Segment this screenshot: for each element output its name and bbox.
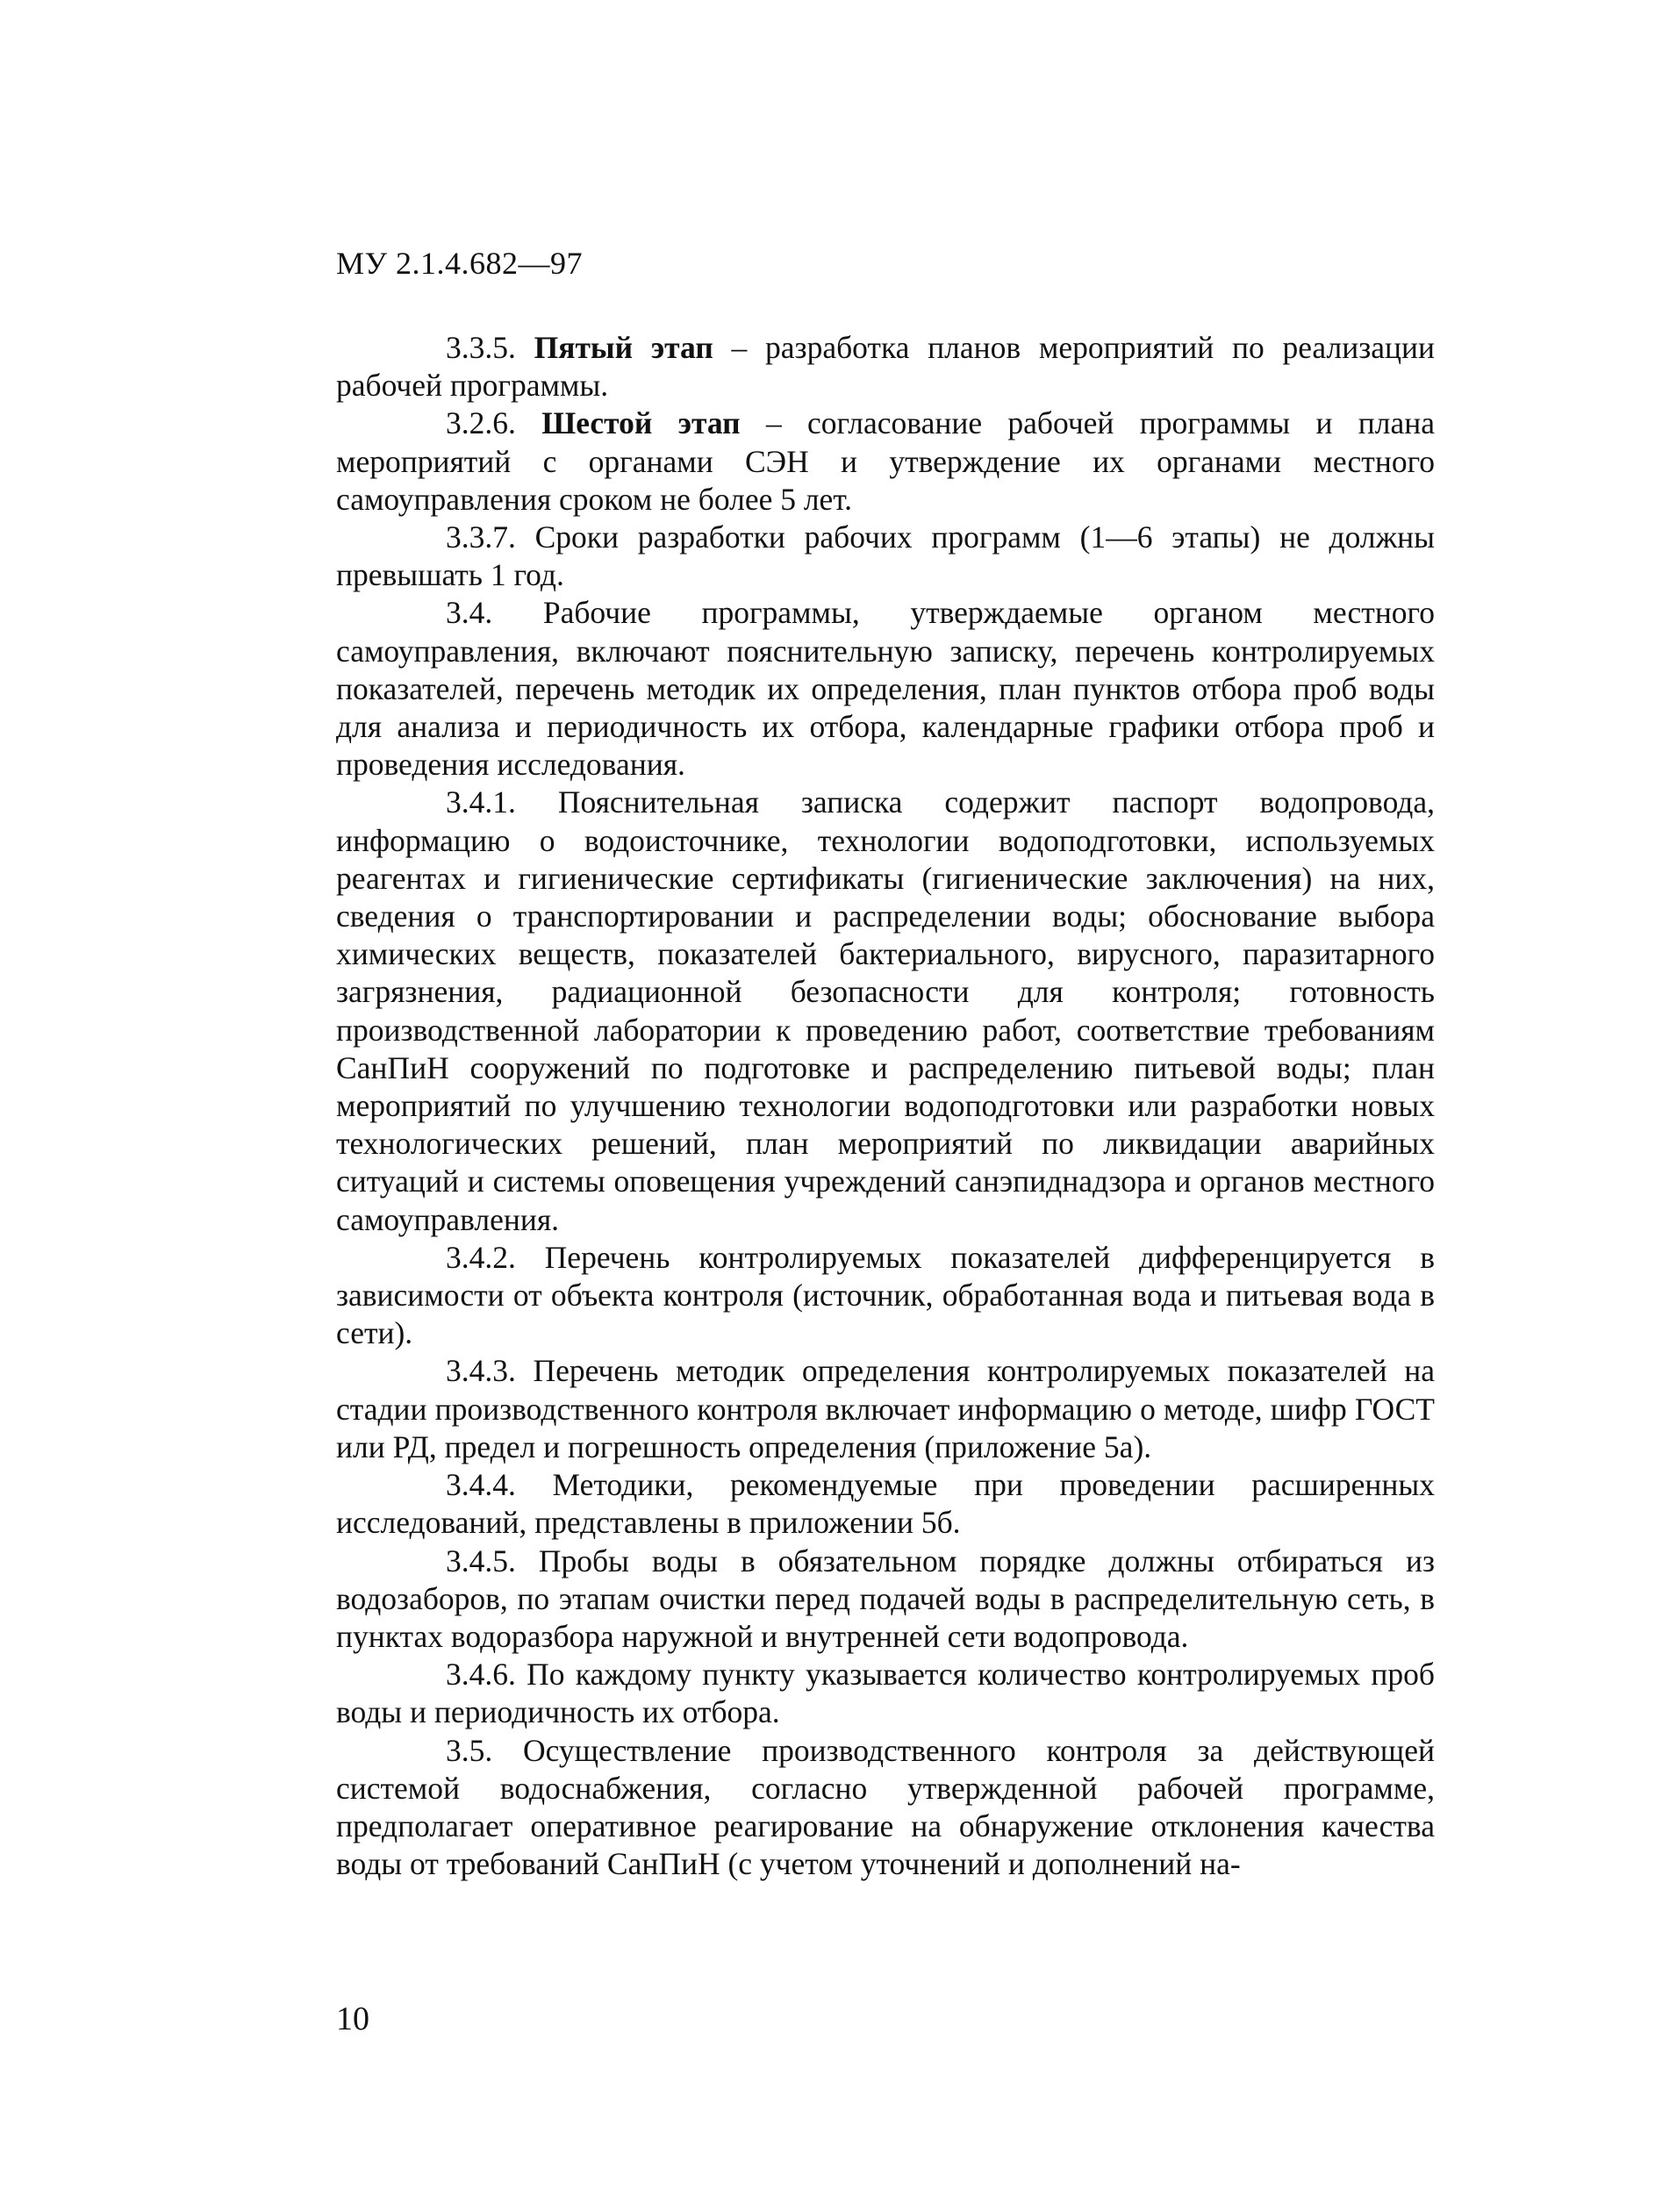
page-number: 10 xyxy=(336,2001,369,2037)
paragraph-number: 3.3.5. xyxy=(446,330,516,365)
paragraph-3-3-5 xyxy=(336,329,1435,404)
stage-title-bold: Пятый этап xyxy=(534,330,713,365)
paragraph-text: – согласование рабочей программы и плана мероприятий с органами СЭН и утверждение их органами местного самоуправления сроком не более 5 лет. xyxy=(336,405,1435,517)
paragraph-3-4-5: 3.4.5. Пробы воды в обязательном порядке должны отбираться из водозаборов, по этапам очистки перед подачей воды в распределительную сеть, в пунктах водоразбора наружной и внутренней сети водопровода. xyxy=(336,1543,1435,1654)
paragraph-3-4-1: 3.4.1. Пояснительная записка содержит паспорт водопровода, информацию о водоисточнике, технологии водоподготовки, используемых реагентах и гигиенические сертификаты (гигиенические заключения) на них, сведения о транспортировании и распределении воды; обоснование выбора химических веществ, показателей бактериального, вирусного, паразитарного загрязнения, радиационной безопасности для контроля; готовность производственной лаборатории к проведению работ, соответствие требованиям СанПиН сооружений по подготовке и распределению питьевой воды; план мероприятий по улучшению технологии водоподготовки или разработки новых технологических решений, план мероприятий по ликвидации аварийных ситуаций и системы оповещения учреждений санэпиднадзора и органов местного самоуправления. xyxy=(336,784,1435,1237)
paragraph-number: 3.2.6. xyxy=(446,405,516,441)
stage-title-bold: Шестой этап xyxy=(541,405,741,441)
paragraph-3-3-7: 3.3.7. Сроки разработки рабочих программ (1—6 этапы) не должны превышать 1 год. xyxy=(336,519,1435,593)
paragraph-3-4-6: 3.4.6. По каждому пункту указывается количество контролируемых проб воды и периодичность их отбора. xyxy=(336,1657,1435,1730)
body-text xyxy=(336,329,1435,1883)
paragraph-3-2-6 xyxy=(336,404,1435,519)
paragraph-3-4-2: 3.4.2. Перечень контролируемых показателей дифференцируется в зависимости от объекта контроля (источник, обработанная вода и питьевая вода в сети). xyxy=(336,1239,1435,1351)
paragraph-text: – разработка планов мероприятий по реализации рабочей программы. xyxy=(336,330,1435,404)
paragraph-3-4-4: 3.4.4. Методики, рекомендуемые при проведении расширенных исследований, представлены в приложении 5б. xyxy=(336,1467,1435,1541)
paragraph-3-4-3: 3.4.3. Перечень методик определения контролируемых показателей на стадии производственного контроля включает информацию о методе, шифр ГОСТ или РД, предел и погрешность определения (приложение 5а). xyxy=(336,1353,1435,1464)
paragraph-3-4: 3.4. Рабочие программы, утверждаемые органом местного самоуправления, включают пояснительную записку, перечень контролируемых показателей, перечень методик их определения, план пунктов отбора проб воды для анализа и периодичность их отбора, календарные графики отбора проб и проведения исследования. xyxy=(336,595,1435,783)
document-code-header: МУ 2.1.4.682—97 xyxy=(336,246,583,281)
paragraph-3-5: 3.5. Осуществление производственного контроля за действующей системой водоснабжения, согласно утвержденной рабочей программе, предполагает оперативное реагирование на обнаружение отклонения качества воды от требований СанПиН (с учетом уточнений и дополнений на- xyxy=(336,1732,1435,1882)
